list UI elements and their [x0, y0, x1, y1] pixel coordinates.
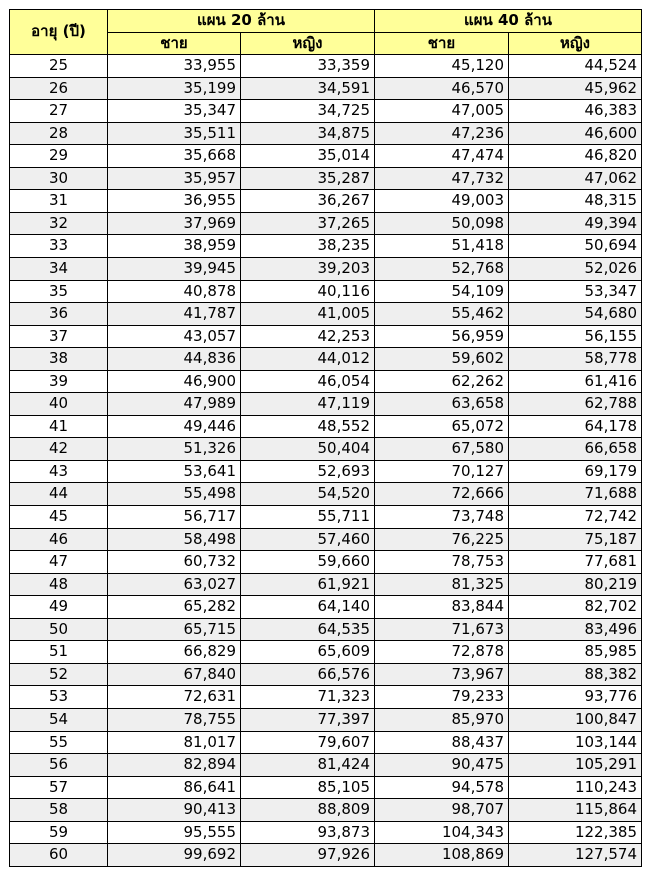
plan-20m-female-cell: 59,660: [241, 551, 375, 574]
plan-40m-female-cell: 77,681: [509, 551, 642, 574]
plan-40m-female-cell: 83,496: [509, 618, 642, 641]
plan-20m-male-cell: 43,057: [108, 325, 241, 348]
plan-20m-male-cell: 63,027: [108, 573, 241, 596]
plan-40m-female-cell: 110,243: [509, 776, 642, 799]
plan-20m-female-cell: 77,397: [241, 708, 375, 731]
plan-20m-female-cell: 79,607: [241, 731, 375, 754]
table-row: [10, 348, 642, 371]
plan-40m-male-cell: 65,072: [375, 415, 509, 438]
plan-20m-male-cell: 51,326: [108, 438, 241, 461]
plan-20m-male-cell: 41,787: [108, 303, 241, 326]
plan-40m-female-cell: 49,394: [509, 212, 642, 235]
plan-40m-female-cell: 56,155: [509, 325, 642, 348]
plan-40m-male-cell: 47,005: [375, 100, 509, 123]
plan-20m-male-cell: 37,969: [108, 212, 241, 235]
plan-40m-female-cell: 46,820: [509, 145, 642, 168]
plan-40m-male-cell: 73,967: [375, 663, 509, 686]
plan-20m-female-cell: 44,012: [241, 348, 375, 371]
table-row: [10, 799, 642, 822]
plan-40m-female-cell: 58,778: [509, 348, 642, 371]
table-row: [10, 483, 642, 506]
plan-20m-female-cell: 64,535: [241, 618, 375, 641]
plan-40m-male-cell: 76,225: [375, 528, 509, 551]
plan-40m-male-cell: 47,474: [375, 145, 509, 168]
age-cell: 34: [10, 258, 108, 281]
plan-40m-male-cell: 98,707: [375, 799, 509, 822]
plan-40m-male-cell: 54,109: [375, 280, 509, 303]
plan-40m-female-cell: 88,382: [509, 663, 642, 686]
plan-40m-male-cell: 70,127: [375, 460, 509, 483]
table-row: [10, 844, 642, 867]
plan-20m-female-cell: 57,460: [241, 528, 375, 551]
plan-40m-female-cell: 64,178: [509, 415, 642, 438]
plan-20m-female-cell: 38,235: [241, 235, 375, 258]
plan-20m-female-cell: 71,323: [241, 686, 375, 709]
plan-20m-female-cell: 93,873: [241, 821, 375, 844]
plan-20m-female-cell: 66,576: [241, 663, 375, 686]
age-cell: 59: [10, 821, 108, 844]
plan-20m-female-cell: 37,265: [241, 212, 375, 235]
table-body: [10, 55, 642, 867]
plan-40m-female-cell: 82,702: [509, 596, 642, 619]
plan-20m-female-cell: 35,014: [241, 145, 375, 168]
plan-20m-male-cell: 35,668: [108, 145, 241, 168]
plan-20m-male-cell: 35,511: [108, 122, 241, 145]
plan-20m-female-header: หญิง: [241, 32, 375, 55]
plan-40m-male-header: ชาย: [375, 32, 509, 55]
plan-20m-male-cell: 39,945: [108, 258, 241, 281]
age-cell: 39: [10, 370, 108, 393]
table-header: [10, 10, 642, 55]
age-cell: 55: [10, 731, 108, 754]
plan-20m-female-cell: 34,591: [241, 77, 375, 100]
plan-40m-male-cell: 73,748: [375, 506, 509, 529]
plan-20m-male-cell: 36,955: [108, 190, 241, 213]
table-row: [10, 77, 642, 100]
age-cell: 28: [10, 122, 108, 145]
plan-20m-male-cell: 49,446: [108, 415, 241, 438]
plan-20m-male-cell: 33,955: [108, 55, 241, 78]
plan-20m-female-cell: 33,359: [241, 55, 375, 78]
plan-20m-male-cell: 56,717: [108, 506, 241, 529]
plan-20m-male-cell: 35,957: [108, 167, 241, 190]
plan-20m-female-cell: 54,520: [241, 483, 375, 506]
plan-20m-male-cell: 86,641: [108, 776, 241, 799]
table-row: [10, 393, 642, 416]
plan-20m-male-cell: 58,498: [108, 528, 241, 551]
table-row: [10, 641, 642, 664]
plan-20m-male-cell: 46,900: [108, 370, 241, 393]
plan-40m-male-cell: 88,437: [375, 731, 509, 754]
plan-20m-male-cell: 95,555: [108, 821, 241, 844]
plan-20m-male-cell: 81,017: [108, 731, 241, 754]
plan-40m-female-cell: 80,219: [509, 573, 642, 596]
plan-20m-female-cell: 47,119: [241, 393, 375, 416]
plan-40m-male-cell: 47,732: [375, 167, 509, 190]
table-row: [10, 618, 642, 641]
age-cell: 46: [10, 528, 108, 551]
plan-40m-female-cell: 103,144: [509, 731, 642, 754]
table-row: [10, 551, 642, 574]
age-cell: 32: [10, 212, 108, 235]
plan-40m-male-cell: 72,878: [375, 641, 509, 664]
plan-40m-male-cell: 90,475: [375, 754, 509, 777]
premium-table: [9, 9, 642, 867]
plan-40m-female-cell: 72,742: [509, 506, 642, 529]
age-cell: 44: [10, 483, 108, 506]
age-cell: 29: [10, 145, 108, 168]
plan-40m-male-cell: 85,970: [375, 708, 509, 731]
plan-20m-male-cell: 60,732: [108, 551, 241, 574]
plan-20m-male-cell: 40,878: [108, 280, 241, 303]
plan-20m-female-cell: 81,424: [241, 754, 375, 777]
table-row: [10, 212, 642, 235]
plan-20m-female-cell: 41,005: [241, 303, 375, 326]
plan-20m-female-cell: 61,921: [241, 573, 375, 596]
plan-20m-female-cell: 85,105: [241, 776, 375, 799]
plan-40m-male-cell: 71,673: [375, 618, 509, 641]
age-cell: 52: [10, 663, 108, 686]
plan-20m-female-cell: 40,116: [241, 280, 375, 303]
table-row: [10, 303, 642, 326]
age-cell: 58: [10, 799, 108, 822]
age-cell: 36: [10, 303, 108, 326]
plan-40m-male-cell: 49,003: [375, 190, 509, 213]
plan-20m-female-cell: 52,693: [241, 460, 375, 483]
plan-20m-female-cell: 64,140: [241, 596, 375, 619]
age-cell: 47: [10, 551, 108, 574]
plan-40m-female-cell: 75,187: [509, 528, 642, 551]
plan-20m-male-cell: 90,413: [108, 799, 241, 822]
plan-40m-female-cell: 122,385: [509, 821, 642, 844]
plan-40m-female-cell: 50,694: [509, 235, 642, 258]
plan-20m-male-cell: 82,894: [108, 754, 241, 777]
plan-20m-female-cell: 34,875: [241, 122, 375, 145]
plan-20m-male-cell: 44,836: [108, 348, 241, 371]
age-cell: 49: [10, 596, 108, 619]
plan-40m-male-cell: 50,098: [375, 212, 509, 235]
age-cell: 45: [10, 506, 108, 529]
age-cell: 41: [10, 415, 108, 438]
age-cell: 56: [10, 754, 108, 777]
plan-40m-header: แผน 40 ล้าน: [375, 10, 642, 33]
plan-40m-female-cell: 62,788: [509, 393, 642, 416]
plan-40m-male-cell: 83,844: [375, 596, 509, 619]
age-cell: 50: [10, 618, 108, 641]
plan-40m-female-cell: 44,524: [509, 55, 642, 78]
age-cell: 30: [10, 167, 108, 190]
table-row: [10, 708, 642, 731]
plan-40m-female-cell: 93,776: [509, 686, 642, 709]
plan-20m-male-cell: 35,347: [108, 100, 241, 123]
plan-20m-male-cell: 47,989: [108, 393, 241, 416]
plan-20m-female-cell: 55,711: [241, 506, 375, 529]
plan-20m-female-cell: 88,809: [241, 799, 375, 822]
age-cell: 51: [10, 641, 108, 664]
plan-20m-male-cell: 65,282: [108, 596, 241, 619]
plan-40m-female-cell: 61,416: [509, 370, 642, 393]
plan-40m-female-cell: 127,574: [509, 844, 642, 867]
plan-40m-male-cell: 45,120: [375, 55, 509, 78]
plan-40m-female-cell: 71,688: [509, 483, 642, 506]
table-row: [10, 438, 642, 461]
table-row: [10, 821, 642, 844]
plan-20m-male-header: ชาย: [108, 32, 241, 55]
age-cell: 25: [10, 55, 108, 78]
plan-40m-male-cell: 51,418: [375, 235, 509, 258]
table-row: [10, 754, 642, 777]
plan-20m-header: แผน 20 ล้าน: [108, 10, 375, 33]
table-row: [10, 596, 642, 619]
plan-20m-male-cell: 35,199: [108, 77, 241, 100]
age-cell: 37: [10, 325, 108, 348]
age-cell: 57: [10, 776, 108, 799]
plan-40m-male-cell: 46,570: [375, 77, 509, 100]
table-row: [10, 258, 642, 281]
age-cell: 33: [10, 235, 108, 258]
age-cell: 43: [10, 460, 108, 483]
plan-40m-male-cell: 62,262: [375, 370, 509, 393]
plan-20m-male-cell: 65,715: [108, 618, 241, 641]
plan-40m-male-cell: 47,236: [375, 122, 509, 145]
plan-40m-female-cell: 115,864: [509, 799, 642, 822]
plan-40m-male-cell: 94,578: [375, 776, 509, 799]
plan-40m-female-cell: 100,847: [509, 708, 642, 731]
age-cell: 38: [10, 348, 108, 371]
plan-20m-male-cell: 67,840: [108, 663, 241, 686]
plan-20m-male-cell: 78,755: [108, 708, 241, 731]
plan-40m-female-cell: 66,658: [509, 438, 642, 461]
table-row: [10, 415, 642, 438]
plan-20m-male-cell: 53,641: [108, 460, 241, 483]
plan-40m-female-cell: 69,179: [509, 460, 642, 483]
plan-40m-male-cell: 104,343: [375, 821, 509, 844]
plan-40m-female-cell: 45,962: [509, 77, 642, 100]
age-cell: 48: [10, 573, 108, 596]
plan-20m-female-cell: 34,725: [241, 100, 375, 123]
age-column-header: อายุ (ปี): [10, 10, 108, 55]
plan-40m-female-cell: 85,985: [509, 641, 642, 664]
plan-40m-female-cell: 48,315: [509, 190, 642, 213]
plan-40m-male-cell: 79,233: [375, 686, 509, 709]
table-row: [10, 663, 642, 686]
age-cell: 40: [10, 393, 108, 416]
plan-40m-female-cell: 46,383: [509, 100, 642, 123]
age-cell: 35: [10, 280, 108, 303]
age-cell: 53: [10, 686, 108, 709]
table-row: [10, 506, 642, 529]
table-row: [10, 686, 642, 709]
table-row: [10, 190, 642, 213]
plan-40m-female-cell: 54,680: [509, 303, 642, 326]
plan-40m-male-cell: 78,753: [375, 551, 509, 574]
header-row-plans: [10, 10, 642, 33]
plan-20m-female-cell: 48,552: [241, 415, 375, 438]
plan-20m-female-cell: 39,203: [241, 258, 375, 281]
plan-20m-male-cell: 72,631: [108, 686, 241, 709]
table-row: [10, 370, 642, 393]
plan-20m-female-cell: 65,609: [241, 641, 375, 664]
age-cell: 54: [10, 708, 108, 731]
age-cell: 42: [10, 438, 108, 461]
plan-20m-female-cell: 35,287: [241, 167, 375, 190]
plan-20m-female-cell: 97,926: [241, 844, 375, 867]
table-row: [10, 776, 642, 799]
table-row: [10, 280, 642, 303]
plan-40m-male-cell: 56,959: [375, 325, 509, 348]
plan-40m-female-cell: 52,026: [509, 258, 642, 281]
plan-20m-female-cell: 46,054: [241, 370, 375, 393]
plan-40m-male-cell: 108,869: [375, 844, 509, 867]
table-row: [10, 731, 642, 754]
plan-40m-male-cell: 52,768: [375, 258, 509, 281]
age-cell: 26: [10, 77, 108, 100]
plan-40m-female-cell: 46,600: [509, 122, 642, 145]
age-cell: 60: [10, 844, 108, 867]
plan-20m-male-cell: 55,498: [108, 483, 241, 506]
table-row: [10, 573, 642, 596]
table-row: [10, 145, 642, 168]
age-cell: 27: [10, 100, 108, 123]
plan-40m-female-cell: 53,347: [509, 280, 642, 303]
plan-40m-male-cell: 59,602: [375, 348, 509, 371]
plan-20m-female-cell: 50,404: [241, 438, 375, 461]
plan-20m-male-cell: 66,829: [108, 641, 241, 664]
plan-40m-female-header: หญิง: [509, 32, 642, 55]
age-cell: 31: [10, 190, 108, 213]
table-row: [10, 122, 642, 145]
plan-20m-male-cell: 99,692: [108, 844, 241, 867]
table-row: [10, 167, 642, 190]
table-row: [10, 325, 642, 348]
plan-40m-male-cell: 67,580: [375, 438, 509, 461]
table-row: [10, 460, 642, 483]
plan-40m-female-cell: 105,291: [509, 754, 642, 777]
plan-20m-male-cell: 38,959: [108, 235, 241, 258]
table-row: [10, 235, 642, 258]
plan-20m-female-cell: 42,253: [241, 325, 375, 348]
table-row: [10, 100, 642, 123]
plan-40m-male-cell: 72,666: [375, 483, 509, 506]
plan-40m-male-cell: 63,658: [375, 393, 509, 416]
plan-40m-male-cell: 55,462: [375, 303, 509, 326]
table-row: [10, 528, 642, 551]
plan-40m-male-cell: 81,325: [375, 573, 509, 596]
plan-20m-female-cell: 36,267: [241, 190, 375, 213]
table-row: [10, 55, 642, 78]
plan-40m-female-cell: 47,062: [509, 167, 642, 190]
